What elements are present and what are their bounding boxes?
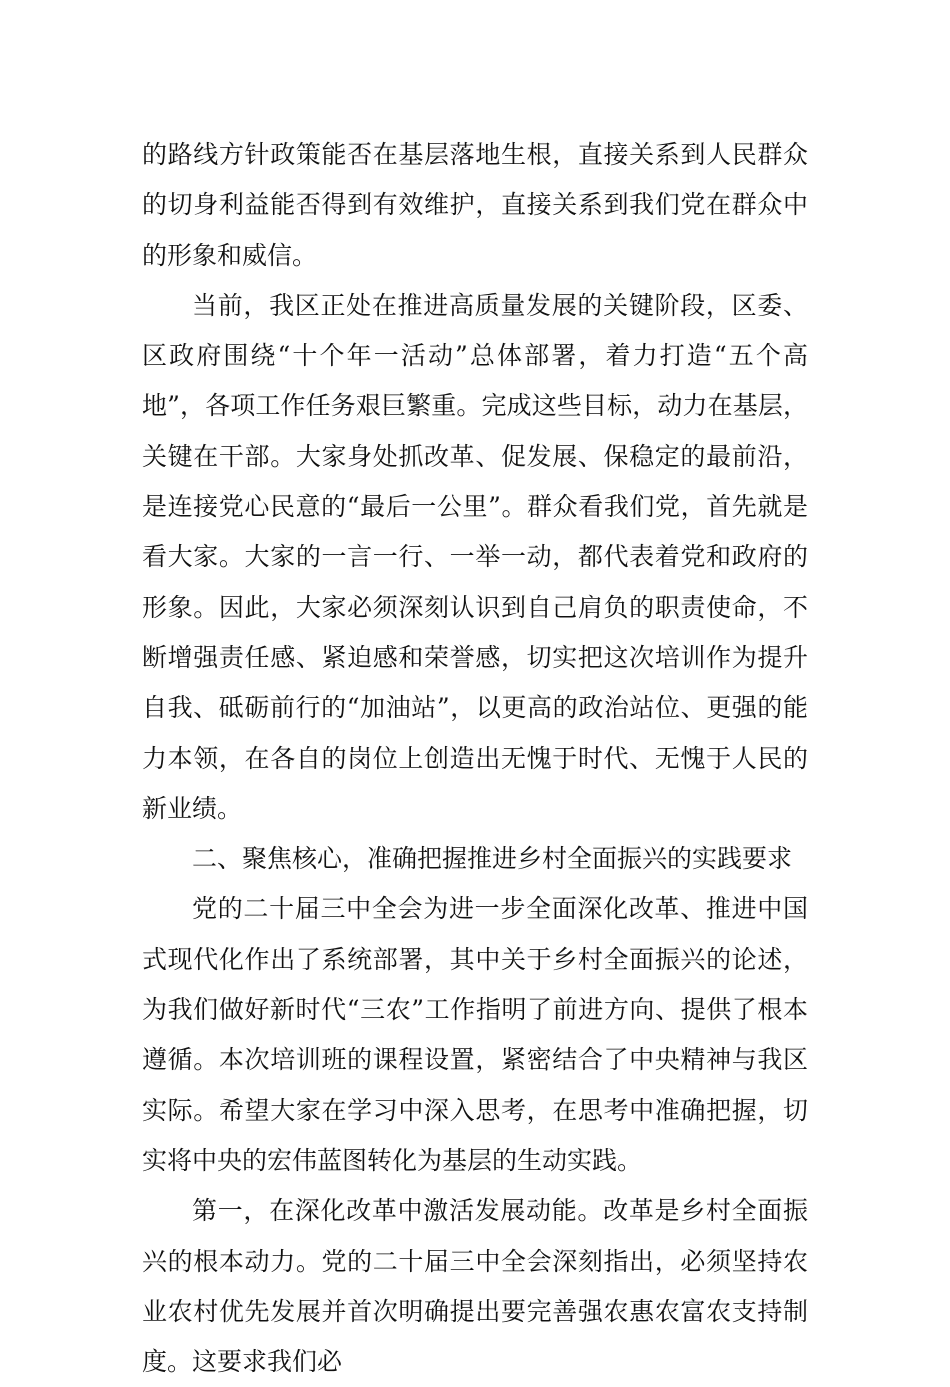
paragraph-continuation: 的路线方针政策能否在基层落地生根，直接关系到人民群众的切身利益能否得到有效维护，直接关系到我们党在群众中的形象和威信。 xyxy=(142,140,808,270)
section-heading: 二、聚焦核心，准确把握推进乡村全面振兴的实践要求 xyxy=(192,844,793,874)
paragraph-first-point: 第一，在深化改革中激活发展动能。改革是乡村全面振兴的根本动力。党的二十届三中全会深刻指出，必须坚持农业农村优先发展并首次明确提出要完善强农惠农富农支持制度。这要求我们必 xyxy=(142,1196,808,1377)
paragraph-current-situation: 当前，我区正处在推进高质量发展的关键阶段，区委、区政府围绕“十个年一活动”总体部署，着力打造“五个高地”，各项工作任务艰巨繁重。完成这些目标，动力在基层，关键在干部。大家身处抓改革、促发展、保稳定的最前沿，是连接党心民意的“最后一公里”。群众看我们党，首先就是看大家。大家的一言一行、一举一动，都代表着党和政府的形象。因此，大家必须深刻认识到自己肩负的职责使命，不断增强责任感、紧迫感和荣誉感，切实把这次培训作为提升自我、砥砺前行的“加油站”，以更高的政治站位、更强的能力本领，在各自的岗位上创造出无愧于时代、无愧于人民的新业绩。 xyxy=(142,290,808,823)
paragraph-third-plenum: 党的二十届三中全会为进一步全面深化改革、推进中国式现代化作出了系统部署，其中关于乡村全面振兴的论述，为我们做好新时代“三农”工作指明了前进方向、提供了根本遵循。本次培训班的课程设置，紧密结合了中央精神与我区实际。希望大家在学习中深入思考，在思考中准确把握，切实将中央的宏伟蓝图转化为基层的生动实践。 xyxy=(142,894,808,1175)
document-body xyxy=(142,130,808,1387)
